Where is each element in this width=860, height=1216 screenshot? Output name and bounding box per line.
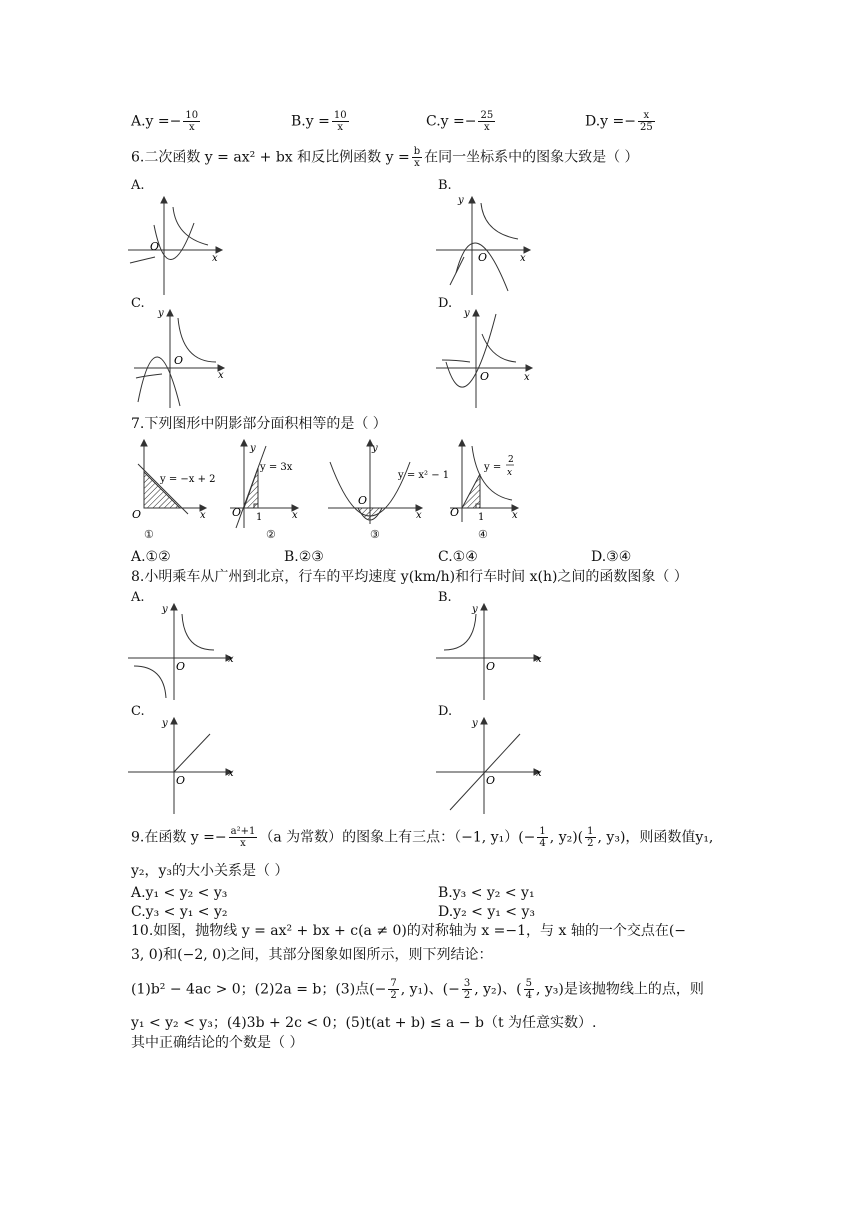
q5-option-c-text: C.y =− bbox=[426, 113, 477, 130]
x-label: x bbox=[536, 768, 542, 779]
q7-figure-3 bbox=[328, 440, 450, 525]
q8-graph-d bbox=[436, 716, 546, 816]
q9-option-c: C.y₃ < y₁ < y₂ bbox=[131, 904, 228, 920]
y-label: y bbox=[372, 443, 378, 454]
origin-label: O bbox=[486, 774, 496, 787]
q9-stem-part4: , y₃)，则函数值y₁, bbox=[597, 829, 714, 846]
numerator: 10 bbox=[185, 110, 199, 121]
q6-label-c: C. bbox=[131, 296, 145, 311]
q7-circled-3: ③ bbox=[370, 528, 380, 541]
origin-label: O bbox=[480, 370, 490, 383]
fig2-equation: y = 3x bbox=[260, 462, 293, 473]
denominator: 2 bbox=[390, 990, 397, 1001]
q9-frac-half bbox=[585, 826, 595, 849]
q8-stem: 8.小明乘车从广州到北京，行车的平均速度 y(km/h)和行车时间 x(h)之间的函数图象（ ） bbox=[131, 569, 688, 585]
origin-label: O bbox=[150, 240, 160, 253]
numerator: 1 bbox=[587, 826, 594, 837]
q8-label-d: D. bbox=[438, 704, 453, 719]
q7-option-b: B.②③ bbox=[284, 549, 324, 565]
denominator: 2 bbox=[463, 990, 471, 1001]
q9-stem-part1: 9.在函数 y =− bbox=[131, 829, 227, 846]
x-label: x bbox=[416, 510, 422, 521]
denominator: x bbox=[414, 158, 420, 169]
q9-stem-part3: , y₂)( bbox=[549, 829, 584, 846]
y-label: y bbox=[458, 195, 464, 206]
numerator: 3 bbox=[463, 978, 471, 989]
q6-label-b: B. bbox=[438, 178, 452, 193]
x-label: x bbox=[228, 768, 234, 779]
q10-line2: 3, 0)和(−2, 0)之间，其部分图象如图所示，则下列结论： bbox=[131, 947, 493, 963]
origin-label: O bbox=[174, 354, 184, 367]
q7-figure-1 bbox=[130, 440, 220, 525]
numerator: 5 bbox=[525, 978, 532, 989]
denominator: 4 bbox=[539, 838, 546, 849]
q5-option-b-text: B.y = bbox=[291, 113, 330, 130]
q5-option-a bbox=[131, 110, 202, 133]
x-label: x bbox=[218, 370, 224, 381]
y-label: y bbox=[472, 718, 478, 729]
origin-label: O bbox=[486, 660, 496, 673]
q8-graph-a bbox=[128, 602, 238, 702]
numerator: 7 bbox=[390, 978, 397, 989]
q6-stem-fraction bbox=[412, 146, 422, 169]
denominator: 2 bbox=[587, 838, 594, 849]
q9-option-a: A.y₁ < y₂ < y₃ bbox=[131, 885, 228, 901]
q6-stem bbox=[131, 146, 639, 169]
x-label: x bbox=[200, 510, 206, 521]
q10-line3-part1: (1)b² − 4ac > 0；(2)2a = b；(3)点(− bbox=[131, 981, 387, 998]
origin-label: O bbox=[478, 251, 488, 264]
q5-option-d-text: D.y =− bbox=[585, 113, 636, 130]
x-label: x bbox=[292, 510, 298, 521]
numerator: x bbox=[638, 110, 655, 122]
q9-stem-line1 bbox=[131, 826, 713, 849]
q6-label-a: A. bbox=[131, 178, 145, 193]
denominator: x bbox=[337, 122, 344, 133]
q9-frac-quarter bbox=[537, 826, 547, 849]
q6-graph-d bbox=[436, 310, 536, 410]
origin-label: O bbox=[132, 508, 142, 521]
q7-circled-4: ④ bbox=[478, 528, 488, 541]
q7-option-a: A.①② bbox=[131, 549, 171, 565]
q10-line3 bbox=[131, 978, 704, 1001]
y-label: y bbox=[250, 443, 256, 454]
y-label: y bbox=[464, 308, 470, 319]
q8-graph-b bbox=[436, 602, 546, 702]
x-label: x bbox=[536, 654, 542, 665]
fig4-numerator: 2 bbox=[508, 455, 514, 465]
y-label: y bbox=[162, 604, 168, 615]
q9-stem-line2: y₂，y₃的大小关系是（ ） bbox=[131, 863, 289, 879]
y-label: y bbox=[472, 604, 478, 615]
q5-option-b-fraction bbox=[332, 110, 349, 133]
x-label: x bbox=[520, 253, 526, 264]
y-label: y bbox=[158, 308, 164, 319]
y-label: y bbox=[162, 718, 168, 729]
q9-option-d: D.y₂ < y₁ < y₃ bbox=[438, 904, 536, 920]
q7-figure-2 bbox=[230, 440, 310, 530]
q10-line4: y₁ < y₂ < y₃；(4)3b + 2c < 0；(5)t(at + b) ≤ a − b（t 为任意实数）. bbox=[131, 1015, 597, 1031]
fig3-equation: y = x² − 1 bbox=[398, 470, 450, 481]
q6-stem-part1: 6.二次函数 y = ax² + bx 和反比例函数 y = bbox=[131, 149, 410, 166]
q5-option-d bbox=[585, 110, 657, 133]
q9-stem-part2: （a 为常数）的图象上有三点：（−1, y₁）(− bbox=[259, 829, 536, 846]
numerator: 10 bbox=[333, 110, 347, 121]
tick-one-label: 1 bbox=[478, 512, 485, 523]
q6-graph-b bbox=[436, 195, 536, 295]
origin-label: O bbox=[232, 506, 242, 519]
q10-line3-part2: , y₁)、(− bbox=[400, 981, 460, 998]
hyperbola-branch bbox=[173, 207, 208, 245]
q6-stem-part2: 在同一坐标系中的图象大致是（ ） bbox=[424, 149, 639, 166]
fig4-equation-prefix: y = bbox=[484, 462, 502, 473]
q7-figure-4 bbox=[450, 440, 530, 525]
q10-frac-3-2 bbox=[462, 978, 472, 1001]
denominator: x bbox=[240, 838, 246, 849]
x-label: x bbox=[228, 654, 234, 665]
parabola bbox=[154, 223, 194, 260]
x-label: x bbox=[524, 372, 530, 383]
q5-option-c-fraction bbox=[478, 110, 495, 133]
q8-graph-c bbox=[128, 716, 238, 816]
q5-option-a-text: A.y =− bbox=[131, 113, 182, 130]
q10-line1: 10.如图，抛物线 y = ax² + bx + c(a ≠ 0)的对称轴为 x =−1，与 x 轴的一个交点在(− bbox=[131, 923, 687, 939]
hyperbola-branch bbox=[130, 257, 155, 263]
q7-circled-1: ① bbox=[144, 528, 154, 541]
x-label: x bbox=[212, 253, 218, 264]
denominator: x bbox=[188, 122, 195, 133]
q8-label-c: C. bbox=[131, 704, 145, 719]
numerator: 25 bbox=[480, 110, 494, 121]
q5-option-a-fraction bbox=[183, 110, 200, 133]
q6-graph-a bbox=[128, 195, 228, 295]
fig1-equation: y = −x + 2 bbox=[160, 474, 216, 485]
q9-stem-fraction bbox=[229, 826, 258, 849]
numerator: a²+1 bbox=[230, 826, 256, 837]
q8-label-b: B. bbox=[438, 590, 452, 605]
origin-label: O bbox=[176, 660, 186, 673]
q10-line5: 其中正确结论的个数是（ ） bbox=[131, 1035, 304, 1051]
origin-label: O bbox=[358, 494, 368, 507]
numerator: 1 bbox=[539, 826, 546, 837]
q8-label-a: A. bbox=[131, 590, 145, 605]
fig4-denominator: x bbox=[507, 468, 513, 478]
y-arrow bbox=[161, 197, 167, 203]
q7-circled-2: ② bbox=[266, 528, 276, 541]
q9-option-b: B.y₃ < y₂ < y₁ bbox=[438, 885, 535, 901]
q5-option-c bbox=[426, 110, 497, 133]
tick-one-label: 1 bbox=[256, 512, 263, 523]
denominator: 4 bbox=[525, 990, 532, 1001]
q5-option-d-fraction bbox=[638, 110, 655, 133]
q7-stem: 7.下列图形中阴影部分面积相等的是（ ） bbox=[131, 416, 387, 432]
denominator: x bbox=[484, 122, 490, 133]
origin-label: O bbox=[450, 506, 460, 519]
q10-line3-part3: , y₂)、( bbox=[474, 981, 522, 998]
origin-label: O bbox=[176, 774, 186, 787]
denominator: 25 bbox=[640, 122, 653, 133]
x-label: x bbox=[512, 510, 518, 521]
q7-option-d: D.③④ bbox=[591, 549, 632, 565]
q5-option-b bbox=[291, 110, 351, 133]
q6-graph-c bbox=[134, 310, 234, 410]
q10-frac-7-2 bbox=[388, 978, 398, 1001]
q6-label-d: D. bbox=[438, 296, 453, 311]
q10-frac-5-4 bbox=[524, 978, 534, 1001]
q10-line3-part4: , y₃)是该抛物线上的点，则 bbox=[535, 981, 704, 998]
q7-option-c: C.①④ bbox=[438, 549, 478, 565]
numerator: b bbox=[413, 146, 421, 157]
